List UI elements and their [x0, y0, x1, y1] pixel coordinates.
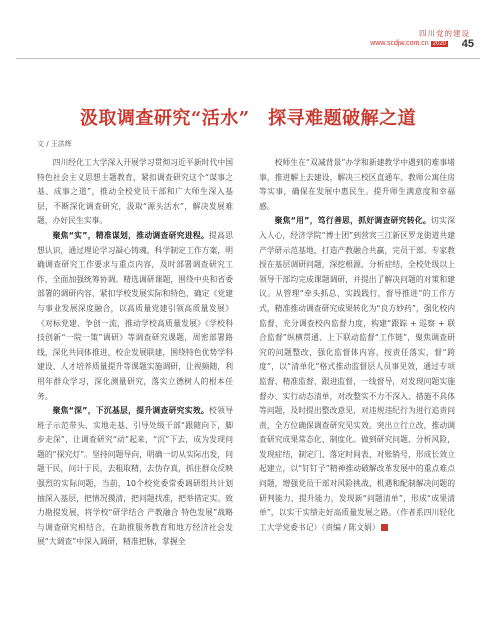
- issue-badge: 2020: [432, 41, 446, 47]
- page-number: 45: [461, 38, 474, 50]
- page-header: [0, 0, 496, 60]
- article-author: 文 / 王洪辉: [37, 140, 72, 148]
- paragraph: 聚焦“用”，笃行善思，抓好调查研究转化。切实深入人心，经济学院“博士团”到营宾三江新区罗龙街道共建产学研示范基地，打造产教融合共赢，完员干部、专家教授在基层调研问题，深挖根源、分析症结，全校处级以上领导干部均完成课题调研，并提出了解决问题的对策和建议。从管理“牵头抓总、实践践行，督导推进”的工作方式，精准推动调查研究成果转化为“良方妙药”，强化校内监督，充分调查校内监督力度，构建“跟踪 + 巡察 + 联合监督”纵横贯通、上下联动监督“工作链”，聚焦调查研究的问题整改，强化监督体内容，按责任落实，督“跨度”，以“清单化”格式推动监督层人员事见效，通过专项监督、精准监督、跟进监督，一线督导，对发现问题实施督办、实行动态清单，对改整实不力不深入、措施不具体等问题，及时提出整改意见，对违规违纪行为进行追责问责，全方位确保调查研究见实效。突出立行立改，推动调查研究成果常态化、制度化。做到研究问题、分析风险，发现症结，制定门、落定时间表、对账销号，形成长效立起建立，以“钉钉子”精神推动破解改革发展中的重点难点问题，增强党员干部对风险挑战、机遇和配制解决问题的研判能力，提升能力，发现新“问题清单”，形成“成果清单”，以实干实绩走好高质量发展之路。（作者系四川轻化工大学党委书记）（责编 / 陈文娟）: [259, 216, 456, 532]
- article-column-left: [37, 156, 233, 550]
- article-title: 汲取调查研究“活水” 探寻难题破解之道: [79, 108, 417, 129]
- paragraph: 聚焦“深”，下沉基层，提升调查研究实效。校领导班子示范带头、实地走基、引导处级干部“跟随向下，脚步走深”，让调查研究“动”起来，“沉”下去，成为发现问题的“探究灯”。坚持问题导向，明确一切从实际出发，问题干民，问计于民，去粗取精，去伪存真，抓住群众反映强烈的实际问题，当前，10个校党委常委调研组共计划抽深入基层，把情况摸清，把问题找准，把举措定实。致力勘提发展，将学校“研学结合 产教融合 特色发展”战略与调查研究相结合，在助推服务教育和地方经济社会发展“大调查”中深入调研，精准把脉，掌握全: [37, 406, 234, 547]
- section-lead: 聚焦“实”，精准谋划，推动调查研究进程。: [52, 230, 210, 240]
- end-mark-icon: [381, 524, 388, 531]
- section-lead: 聚焦“用”，笃行善思，抓好调查研究转化。: [274, 216, 432, 226]
- section-lead: 聚焦“深”，下沉基层，提升调查研究实效。: [52, 406, 210, 416]
- website-url: www.scdjw.com.cn: [370, 40, 429, 47]
- magazine-name: 四川党的建设: [419, 29, 470, 38]
- paragraph: 聚焦“实”，精准谋划，推动调查研究进程。提高思想认识，通过理论学习凝心铸魂，科学制定工作方案，明确调查研究工作要求与重点内容，及时部署调查研究工作，全面加强统筹协调。精选调研课题，围绕中央和省委部署的调研内容，紧扣学校发展实际和特色，确定《党建与事业发展深度融合，以高质量党建引领高质量发展》《对标党建、争创一流，推动学校高质量发展》《学校科技创新“一院一策”调研》等调查研究课题，周密部署路线，深化共同体推进，校企发展联建，围绕特色优势学科建设、人才培养质量提升等课题实施调研，让视频随，利用年群众学习，深化测量研究，落实立德树人的根本任务。: [37, 230, 234, 401]
- article-column-right: [259, 156, 455, 535]
- header-divider: [16, 58, 480, 59]
- paragraph: 校师生在“双减背景”办学和新建教学中遇到的难事堵事，推进解上去建设，解决三校区直通车、教师公寓住房等实事，确保在发展中惠民生。提升师生满意度和幸福感。: [259, 158, 455, 211]
- paragraph: 四川经化工大学深入开展学习贯彻习近平新时代中国特色社会主义思想主题教育，紧扣调查研究这个“谋事之基、成事之道”，推动全校党员干部和广大师生深入基层，不断深化调查研究，汲取“源头活水”，解决发展难题，办好民生实事。: [37, 158, 233, 226]
- magazine-website: [370, 40, 448, 47]
